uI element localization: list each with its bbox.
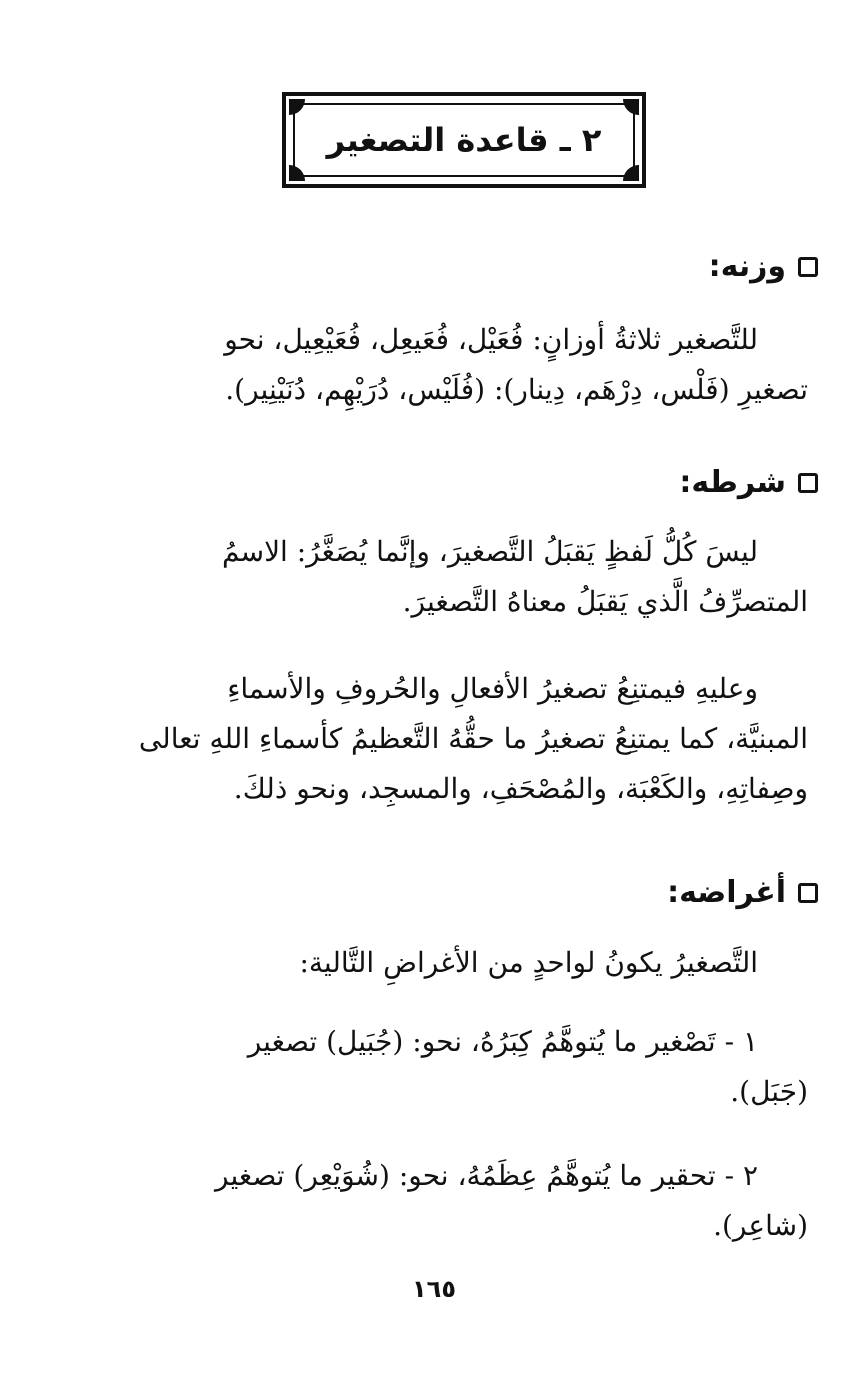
- text-line: تصغيرِ (فَلْس، دِرْهَم، دِينار): (فُلَيْس، دُرَيْهِم، دُنَيْنِير).: [225, 373, 808, 406]
- square-bullet-icon: [798, 257, 818, 277]
- section-heading-weight: [708, 249, 818, 284]
- section-heading-condition: [679, 465, 818, 500]
- square-bullet-icon: [798, 473, 818, 493]
- title-frame: [282, 92, 646, 188]
- page-number: ١٦٥: [412, 1275, 456, 1303]
- list-item-purpose-2: [82, 1151, 808, 1251]
- section-heading-purposes: [667, 875, 818, 910]
- heading-label: أغراضه:: [667, 875, 786, 910]
- title-inner-border: [293, 103, 635, 177]
- text-line: (شاعِر).: [713, 1209, 808, 1242]
- heading-label: شرطه:: [679, 465, 786, 500]
- text-line: ٢ - تحقير ما يُتوهَّمُ عِظَمُهُ، نحو: (شُوَيْعِر) تصغير: [215, 1159, 758, 1192]
- text-line: التَّصغيرُ يكونُ لواحدٍ من الأغراضِ التَّالية:: [299, 946, 758, 979]
- paragraph-condition-continued: [82, 664, 808, 814]
- text-line: وصِفاتِهِ، والكَعْبَة، والمُصْحَفِ، والمسجِد، ونحو ذلكَ.: [233, 772, 808, 805]
- heading-label: وزنه:: [708, 249, 786, 284]
- paragraph-condition: [82, 527, 808, 627]
- text-line: المبنيَّة، كما يمتنِعُ تصغيرُ ما حقُّهُ التَّعظيمُ كأسماءِ اللهِ تعالى: [138, 722, 808, 755]
- text-line: ليسَ كُلُّ لَفظٍ يَقبَلُ التَّصغيرَ، وإنَّما يُصَغَّرُ: الاسمُ: [221, 535, 758, 568]
- text-line: ١ - تَصْغير ما يُتوهَّمُ كِبَرُهُ، نحو: (جُبَيل) تصغير: [247, 1025, 758, 1058]
- text-line: وعليهِ فيمتنِعُ تصغيرُ الأفعالِ والحُروفِ والأسماءِ: [227, 672, 758, 705]
- page-title: ٢ ـ قاعدة التصغير: [326, 121, 602, 159]
- list-item-purpose-1: [82, 1017, 808, 1117]
- text-line: (جَبَل).: [730, 1075, 808, 1108]
- text-line: للتَّصغير ثلاثةُ أوزانٍ: فُعَيْل، فُعَيعِل، فُعَيْعِيل، نحو: [224, 323, 758, 356]
- text-line: المتصرِّفُ الَّذي يَقبَلُ معناهُ التَّصغيرَ.: [402, 585, 808, 618]
- square-bullet-icon: [798, 883, 818, 903]
- paragraph-weight: [82, 315, 808, 415]
- paragraph-purposes-intro: [82, 938, 808, 988]
